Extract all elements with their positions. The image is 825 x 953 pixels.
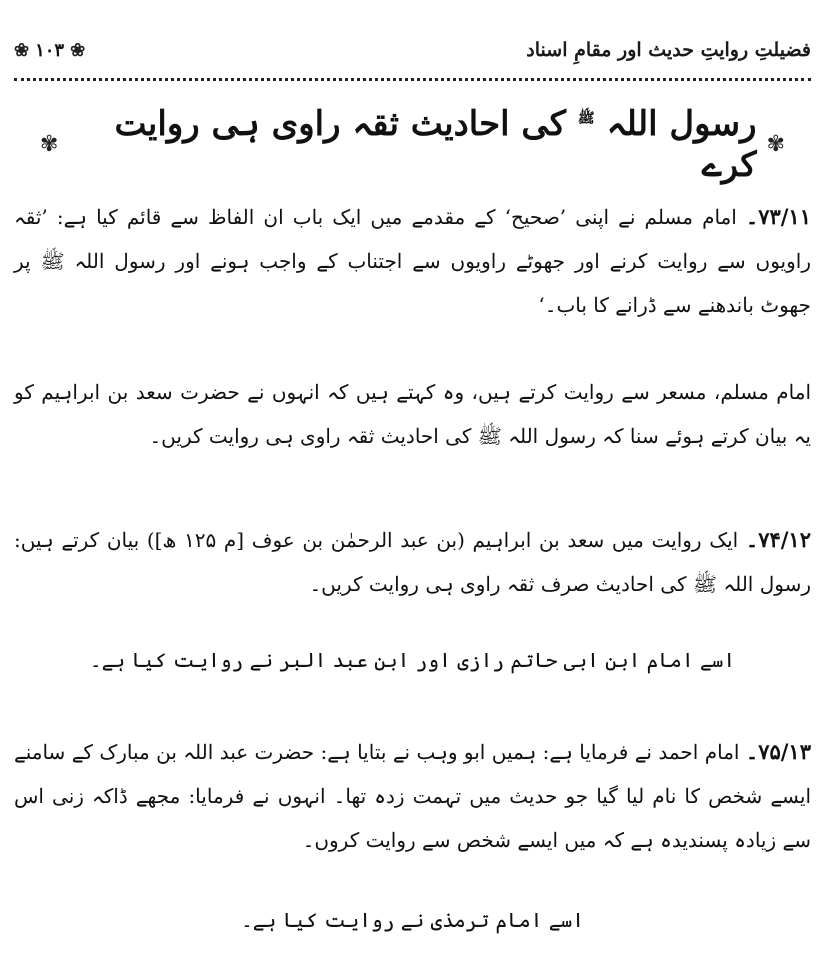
hadith-11-paragraph xyxy=(14,195,811,327)
flower-ornament-icon: ✾ xyxy=(40,131,59,157)
hadith-11-narration xyxy=(14,370,811,458)
page-number-block xyxy=(14,40,85,61)
flower-ornament-icon: ✾ xyxy=(766,131,785,157)
hadith-text: امام مسلم نے اپنی ’صحیح‘ کے مقدمے میں ایک باب ان الفاظ سے قائم کیا ہے: ’ثقہ راویوں سے روایت کرنے اور جھوٹے راویوں سے اجتناب کے واجب ہونے اور رسول اللہ ﷺ پر جھوٹ باندھنے سے ڈرانے کا باب۔‘ xyxy=(14,205,811,317)
narration-text: امام مسلم، مسعر سے روایت کرتے ہیں، وہ کہتے ہیں کہ انہوں نے حضرت سعد بن ابراہیم کو یہ بیان کرتے ہوئے سنا کہ رسول اللہ ﷺ کی احادیث ثقہ راوی ہی روایت کریں۔ xyxy=(14,380,811,448)
salutation-icon: ﷺ xyxy=(577,110,595,127)
chapter-title-text xyxy=(68,103,756,185)
hadith-12-paragraph xyxy=(14,518,811,606)
running-header-title: فضیلتِ روایتِ حدیث اور مقامِ اسناد xyxy=(526,39,811,61)
chapter-title-part2: کی احادیث ثقہ راوی ہی روایت کرے xyxy=(114,104,757,185)
ornament-right-icon: ❀ xyxy=(70,39,86,61)
hadith-text: امام احمد نے فرمایا ہے: ہمیں ابو وہب نے بتایا ہے: حضرت عبد اللہ بن مبارک کے سامنے ایسے شخص کا نام لیا گیا جو حدیث میں تہمت زدہ تھا۔ انہوں نے فرمایا: مجھے ڈاکہ زنی اس سے زیادہ پسندیدہ ہے کہ میں ایسے شخص سے روایت کروں۔ xyxy=(14,740,811,852)
page-number: ۱۰۳ xyxy=(35,39,65,61)
hadith-text: ایک روایت میں سعد بن ابراہیم (بن عبد الرحمٰن بن عوف [م ۱۲۵ ھ]) بیان کرتے ہیں: رسول اللہ ﷺ کی احادیث صرف ثقہ راوی ہی روایت کریں۔ xyxy=(14,528,811,596)
header-divider xyxy=(14,78,811,81)
ornament-left-icon: ❀ xyxy=(14,39,30,61)
hadith-13-source: اسے امام ترمذی نے روایت کیا ہے۔ xyxy=(241,908,584,932)
hadith-number: ۷۳/۱۱۔ xyxy=(745,204,811,229)
chapter-title xyxy=(40,104,785,185)
hadith-13-paragraph xyxy=(14,730,811,862)
hadith-number: ۷۵/۱۳۔ xyxy=(745,739,811,764)
chapter-title-part1: رسول اللہ xyxy=(606,104,757,144)
hadith-number: ۷۴/۱۲۔ xyxy=(745,527,811,552)
page-header xyxy=(14,30,811,70)
hadith-12-source: اسے امام ابن ابی حاتم رازی اور ابن عبد البر نے روایت کیا ہے۔ xyxy=(89,648,736,672)
